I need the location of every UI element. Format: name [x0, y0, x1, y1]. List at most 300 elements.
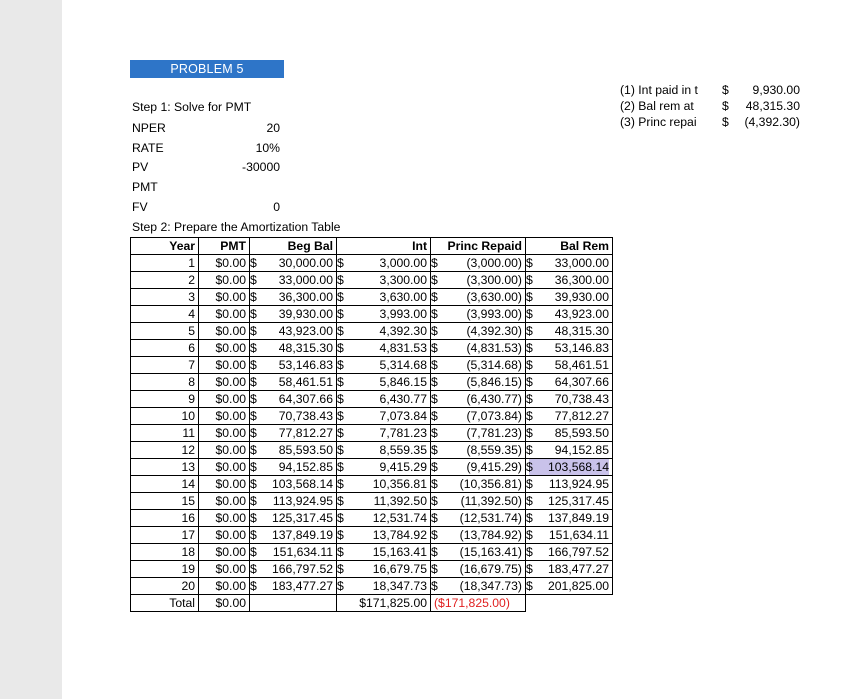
cell-value: (5,846.15) — [466, 375, 522, 389]
cell-bal-rem[interactable] — [526, 561, 613, 578]
currency-symbol: $ — [431, 307, 438, 321]
currency-symbol: $ — [250, 426, 257, 440]
cell-value: (3,300.00) — [466, 273, 522, 287]
cell-princ-repaid[interactable] — [431, 289, 526, 306]
currency-symbol: $ — [250, 358, 257, 372]
currency-symbol: $ — [337, 562, 344, 576]
cell-value: 5,314.68 — [379, 358, 427, 372]
total-pmt[interactable]: $0.00 — [199, 595, 250, 612]
note-value: 9,930.00 — [752, 83, 800, 97]
cell-int[interactable] — [337, 527, 431, 544]
table-row — [131, 493, 613, 510]
currency-symbol: $ — [337, 307, 344, 321]
cell-year[interactable]: 18 — [131, 544, 199, 561]
currency-symbol: $ — [250, 545, 257, 559]
currency-symbol: $ — [250, 494, 257, 508]
cell-year[interactable]: 12 — [131, 442, 199, 459]
input-label-nper[interactable]: NPER — [132, 121, 166, 135]
cell-beg-bal[interactable] — [250, 442, 337, 459]
cell-beg-bal[interactable] — [250, 289, 337, 306]
currency-symbol: $ — [337, 545, 344, 559]
table-row — [131, 408, 613, 425]
cell-int[interactable] — [337, 374, 431, 391]
cell-year[interactable]: 16 — [131, 510, 199, 527]
currency-symbol: $ — [431, 443, 438, 457]
note-label: (2) Bal rem at — [620, 99, 694, 113]
cell-bal-rem[interactable] — [526, 425, 613, 442]
currency-symbol: $ — [337, 511, 344, 525]
cell-princ-repaid[interactable] — [431, 306, 526, 323]
table-header-row — [131, 238, 613, 255]
currency-symbol: $ — [431, 460, 438, 474]
currency-symbol: $ — [526, 477, 533, 491]
header-year[interactable]: Year — [131, 238, 199, 255]
table-row — [131, 578, 613, 595]
input-value-nper[interactable]: 20 — [266, 121, 280, 135]
cell-bal-rem[interactable] — [526, 323, 613, 340]
cell-pmt[interactable]: $0.00 — [199, 374, 250, 391]
currency-symbol: $ — [431, 494, 438, 508]
cell-princ-repaid[interactable] — [431, 510, 526, 527]
cell-value: 7,781.23 — [379, 426, 427, 440]
cell-int[interactable] — [337, 391, 431, 408]
cell-int[interactable] — [337, 510, 431, 527]
cell-pmt[interactable]: $0.00 — [199, 255, 250, 272]
note-currency: $ — [722, 115, 729, 129]
cell-value: 10,356.81 — [372, 477, 427, 491]
note-interest-paid[interactable] — [620, 82, 800, 98]
currency-symbol: $ — [431, 426, 438, 440]
note-currency: $ — [722, 99, 729, 113]
table-row — [131, 561, 613, 578]
cell-value: 5,846.15 — [379, 375, 427, 389]
currency-symbol: $ — [337, 426, 344, 440]
cell-value: 15,163.41 — [372, 545, 427, 559]
currency-symbol: $ — [337, 392, 344, 406]
cell-value: 70,738.43 — [278, 409, 333, 423]
currency-symbol: $ — [526, 443, 533, 457]
cell-pmt[interactable]: $0.00 — [199, 544, 250, 561]
currency-symbol: $ — [337, 528, 344, 542]
cell-value: 70,738.43 — [554, 392, 609, 406]
table-row — [131, 272, 613, 289]
cell-beg-bal[interactable] — [250, 425, 337, 442]
currency-symbol: $ — [526, 324, 533, 338]
table-row — [131, 544, 613, 561]
cell-value: 113,924.95 — [548, 477, 609, 491]
table-row — [131, 510, 613, 527]
currency-symbol: $ — [431, 392, 438, 406]
table-row — [131, 306, 613, 323]
cell-pmt[interactable]: $0.00 — [199, 323, 250, 340]
cell-beg-bal[interactable] — [250, 391, 337, 408]
cell-value: 53,146.83 — [554, 341, 609, 355]
cell-value: (3,630.00) — [466, 290, 522, 304]
currency-symbol: $ — [250, 307, 257, 321]
currency-symbol: $ — [526, 256, 533, 270]
cell-princ-repaid[interactable] — [431, 493, 526, 510]
cell-int[interactable] — [337, 306, 431, 323]
note-principal-repaid[interactable] — [620, 114, 800, 130]
cell-pmt[interactable]: $0.00 — [199, 578, 250, 595]
cell-value: 11,392.50 — [373, 494, 427, 508]
currency-symbol: $ — [337, 579, 344, 593]
cell-year[interactable]: 7 — [131, 357, 199, 374]
input-value-pv[interactable]: -30000 — [242, 160, 280, 174]
cell-pmt[interactable]: $0.00 — [199, 459, 250, 476]
cell-beg-bal[interactable] — [250, 306, 337, 323]
cell-princ-repaid[interactable] — [431, 544, 526, 561]
cell-int[interactable] — [337, 255, 431, 272]
currency-symbol: $ — [526, 375, 533, 389]
currency-symbol: $ — [250, 375, 257, 389]
cell-pmt[interactable]: $0.00 — [199, 272, 250, 289]
cell-bal-rem[interactable] — [526, 340, 613, 357]
cell-bal-rem[interactable] — [526, 459, 613, 476]
cell-beg-bal[interactable] — [250, 578, 337, 595]
cell-value: 85,593.50 — [278, 443, 333, 457]
cell-beg-bal[interactable] — [250, 493, 337, 510]
cell-princ-repaid[interactable] — [431, 527, 526, 544]
currency-symbol: $ — [526, 460, 533, 474]
cell-princ-repaid[interactable] — [431, 340, 526, 357]
cell-princ-repaid[interactable] — [431, 357, 526, 374]
cell-princ-repaid[interactable] — [431, 476, 526, 493]
cell-value: (11,392.50) — [460, 494, 522, 508]
currency-symbol: $ — [250, 392, 257, 406]
cell-value: 36,300.00 — [554, 273, 609, 287]
cell-princ-repaid[interactable] — [431, 272, 526, 289]
cell-year[interactable]: 3 — [131, 289, 199, 306]
cell-bal-rem[interactable] — [526, 544, 613, 561]
cell-pmt[interactable]: $0.00 — [199, 510, 250, 527]
table-row — [131, 357, 613, 374]
total-beg-bal[interactable] — [250, 595, 337, 612]
total-row — [131, 595, 613, 612]
input-label-pmt[interactable]: PMT — [132, 180, 158, 194]
cell-value: 183,477.27 — [548, 562, 609, 576]
cell-value: 85,593.50 — [554, 426, 609, 440]
cell-value: 30,000.00 — [278, 256, 333, 270]
currency-symbol: $ — [337, 460, 344, 474]
currency-symbol: $ — [337, 375, 344, 389]
cell-value: 137,849.19 — [272, 528, 333, 542]
currency-symbol: $ — [526, 307, 533, 321]
cell-int[interactable] — [337, 272, 431, 289]
currency-symbol: $ — [431, 256, 438, 270]
currency-symbol: $ — [337, 273, 344, 287]
cell-int[interactable] — [337, 289, 431, 306]
currency-symbol: $ — [526, 273, 533, 287]
total-label[interactable]: Total — [131, 595, 199, 612]
cell-value: (8,559.35) — [466, 443, 522, 457]
currency-symbol: $ — [526, 511, 533, 525]
input-label-rate[interactable]: RATE — [132, 141, 164, 155]
cell-value: 18,347.73 — [372, 579, 427, 593]
cell-beg-bal[interactable] — [250, 561, 337, 578]
cell-year[interactable]: 8 — [131, 374, 199, 391]
cell-princ-repaid[interactable] — [431, 459, 526, 476]
cell-int[interactable] — [337, 408, 431, 425]
cell-value: 125,317.45 — [272, 511, 333, 525]
cell-pmt[interactable]: $0.00 — [199, 527, 250, 544]
currency-symbol: $ — [250, 579, 257, 593]
cell-value: 12,531.74 — [372, 511, 427, 525]
cell-int[interactable] — [337, 442, 431, 459]
cell-year[interactable]: 20 — [131, 578, 199, 595]
cell-value: 151,634.11 — [272, 545, 333, 559]
currency-symbol: $ — [250, 409, 257, 423]
currency-symbol: $ — [526, 358, 533, 372]
cell-princ-repaid[interactable] — [431, 255, 526, 272]
cell-year[interactable]: 1 — [131, 255, 199, 272]
cell-beg-bal[interactable] — [250, 340, 337, 357]
cell-int[interactable] — [337, 544, 431, 561]
cell-bal-rem[interactable] — [526, 374, 613, 391]
currency-symbol: $ — [250, 443, 257, 457]
table-row — [131, 425, 613, 442]
cell-beg-bal[interactable] — [250, 408, 337, 425]
cell-value: 39,930.00 — [278, 307, 333, 321]
cell-princ-repaid[interactable] — [431, 425, 526, 442]
cell-value: 58,461.51 — [554, 358, 609, 372]
currency-symbol: $ — [337, 341, 344, 355]
cell-beg-bal[interactable] — [250, 323, 337, 340]
cell-pmt[interactable]: $0.00 — [199, 493, 250, 510]
currency-symbol: $ — [250, 324, 257, 338]
cell-bal-rem[interactable] — [526, 442, 613, 459]
header-bal-rem[interactable]: Bal Rem — [526, 238, 613, 255]
input-label-pv[interactable]: PV — [132, 160, 149, 174]
currency-symbol: $ — [526, 494, 533, 508]
table-row — [131, 289, 613, 306]
step1-title[interactable]: Step 1: Solve for PMT — [132, 100, 252, 114]
cell-value: 8,559.35 — [379, 443, 427, 457]
currency-symbol: $ — [431, 375, 438, 389]
header-princ-repaid[interactable]: Princ Repaid — [431, 238, 526, 255]
cell-year[interactable]: 19 — [131, 561, 199, 578]
cell-year[interactable]: 9 — [131, 391, 199, 408]
currency-symbol: $ — [337, 443, 344, 457]
currency-symbol: $ — [337, 290, 344, 304]
cell-value: 151,634.11 — [548, 528, 609, 542]
cell-pmt[interactable]: $0.00 — [199, 340, 250, 357]
cell-year[interactable]: 2 — [131, 272, 199, 289]
cell-princ-repaid[interactable] — [431, 374, 526, 391]
cell-year[interactable]: 15 — [131, 493, 199, 510]
cell-pmt[interactable]: $0.00 — [199, 476, 250, 493]
table-body — [131, 255, 613, 595]
note-value: (4,392.30) — [744, 115, 800, 129]
cell-beg-bal[interactable] — [250, 255, 337, 272]
cell-beg-bal[interactable] — [250, 476, 337, 493]
cell-int[interactable] — [337, 561, 431, 578]
cell-value: 137,849.19 — [548, 511, 609, 525]
cell-value: (3,000.00) — [466, 256, 522, 270]
cell-value: 125,317.45 — [548, 494, 609, 508]
currency-symbol: $ — [526, 426, 533, 440]
currency-symbol: $ — [431, 273, 438, 287]
cell-value: (3,993.00) — [466, 307, 522, 321]
cell-bal-rem[interactable] — [526, 476, 613, 493]
total-princ-repaid[interactable]: ($171,825.00) — [431, 595, 526, 612]
cell-value: 3,993.00 — [379, 307, 427, 321]
cell-value: 6,430.77 — [379, 392, 427, 406]
cell-int[interactable] — [337, 340, 431, 357]
currency-symbol: $ — [250, 460, 257, 474]
table-row — [131, 442, 613, 459]
currency-symbol: $ — [337, 477, 344, 491]
table-row — [131, 459, 613, 476]
cell-beg-bal[interactable] — [250, 374, 337, 391]
cell-year[interactable]: 5 — [131, 323, 199, 340]
currency-symbol: $ — [337, 324, 344, 338]
cell-int[interactable] — [337, 323, 431, 340]
cell-pmt[interactable]: $0.00 — [199, 442, 250, 459]
cell-pmt[interactable]: $0.00 — [199, 357, 250, 374]
cell-value: (7,781.23) — [466, 426, 522, 440]
table-row — [131, 527, 613, 544]
cell-bal-rem[interactable] — [526, 578, 613, 595]
cell-bal-rem[interactable] — [526, 391, 613, 408]
cell-princ-repaid[interactable] — [431, 391, 526, 408]
cell-value: 33,000.00 — [278, 273, 333, 287]
cell-value: 7,073.84 — [379, 409, 427, 423]
cell-int[interactable] — [337, 459, 431, 476]
cell-value: (4,831.53) — [466, 341, 522, 355]
cell-year[interactable]: 10 — [131, 408, 199, 425]
cell-year[interactable]: 6 — [131, 340, 199, 357]
note-label: (3) Princ repai — [620, 115, 697, 129]
cell-year[interactable]: 11 — [131, 425, 199, 442]
currency-symbol: $ — [250, 290, 257, 304]
cell-pmt[interactable]: $0.00 — [199, 408, 250, 425]
cell-bal-rem[interactable] — [526, 408, 613, 425]
table-row — [131, 255, 613, 272]
cell-int[interactable] — [337, 357, 431, 374]
cell-year[interactable]: 4 — [131, 306, 199, 323]
cell-princ-repaid[interactable] — [431, 561, 526, 578]
cell-pmt[interactable]: $0.00 — [199, 289, 250, 306]
note-label: (1) Int paid in t — [620, 83, 698, 97]
cell-beg-bal[interactable] — [250, 459, 337, 476]
cell-int[interactable] — [337, 493, 431, 510]
input-value-rate[interactable]: 10% — [255, 141, 280, 155]
cell-value: 3,630.00 — [379, 290, 427, 304]
currency-symbol: $ — [526, 562, 533, 576]
cell-beg-bal[interactable] — [250, 510, 337, 527]
cell-year[interactable]: 13 — [131, 459, 199, 476]
cell-int[interactable] — [337, 425, 431, 442]
currency-symbol: $ — [250, 528, 257, 542]
currency-symbol: $ — [431, 409, 438, 423]
cell-bal-rem[interactable] — [526, 510, 613, 527]
spreadsheet — [62, 0, 868, 699]
cell-pmt[interactable]: $0.00 — [199, 425, 250, 442]
currency-symbol: $ — [337, 256, 344, 270]
table-row — [131, 374, 613, 391]
currency-symbol: $ — [250, 511, 257, 525]
header-pmt[interactable]: PMT — [199, 238, 250, 255]
cell-value: 43,923.00 — [278, 324, 333, 338]
cell-value: 48,315.30 — [278, 341, 333, 355]
currency-symbol: $ — [431, 290, 438, 304]
input-label-fv[interactable]: FV — [132, 200, 148, 214]
cell-value: (5,314.68) — [466, 358, 522, 372]
currency-symbol: $ — [526, 341, 533, 355]
currency-symbol: $ — [431, 477, 438, 491]
currency-symbol: $ — [526, 392, 533, 406]
cell-value: 4,392.30 — [379, 324, 427, 338]
cell-value: 58,461.51 — [278, 375, 333, 389]
cell-value: 16,679.75 — [372, 562, 427, 576]
table-row — [131, 476, 613, 493]
cell-bal-rem[interactable] — [526, 255, 613, 272]
currency-symbol: $ — [337, 358, 344, 372]
input-value-fv[interactable]: 0 — [273, 200, 280, 214]
table-row — [131, 391, 613, 408]
cell-value: 9,415.29 — [379, 460, 427, 474]
note-balance-remaining[interactable] — [620, 98, 800, 114]
cell-princ-repaid[interactable] — [431, 323, 526, 340]
cell-year[interactable]: 14 — [131, 476, 199, 493]
cell-beg-bal[interactable] — [250, 527, 337, 544]
currency-symbol: $ — [526, 528, 533, 542]
header-int[interactable]: Int — [337, 238, 431, 255]
total-int[interactable]: $171,825.00 — [337, 595, 431, 612]
cell-value: 77,812.27 — [554, 409, 609, 423]
cell-value: 39,930.00 — [554, 290, 609, 304]
header-beg-bal[interactable]: Beg Bal — [250, 238, 337, 255]
cell-pmt[interactable]: $0.00 — [199, 561, 250, 578]
cell-beg-bal[interactable] — [250, 357, 337, 374]
cell-value: 36,300.00 — [278, 290, 333, 304]
cell-value: (6,430.77) — [466, 392, 522, 406]
cell-pmt[interactable]: $0.00 — [199, 391, 250, 408]
step2-title[interactable]: Step 2: Prepare the Amortization Table — [132, 220, 341, 234]
cell-int[interactable] — [337, 578, 431, 595]
cell-value: 33,000.00 — [554, 256, 609, 270]
cell-beg-bal[interactable] — [250, 544, 337, 561]
cell-beg-bal[interactable] — [250, 272, 337, 289]
cell-value: (9,415.29) — [466, 460, 522, 474]
problem-banner[interactable]: PROBLEM 5 — [130, 60, 284, 78]
cell-bal-rem[interactable] — [526, 527, 613, 544]
cell-bal-rem[interactable] — [526, 357, 613, 374]
cell-value: 64,307.66 — [278, 392, 333, 406]
cell-bal-rem[interactable] — [526, 306, 613, 323]
cell-value: 166,797.52 — [272, 562, 333, 576]
currency-symbol: $ — [431, 579, 438, 593]
cell-value: (16,679.75) — [459, 562, 522, 576]
cell-bal-rem[interactable] — [526, 493, 613, 510]
currency-symbol: $ — [431, 511, 438, 525]
cell-value: 13,784.92 — [372, 528, 427, 542]
cell-value: 4,831.53 — [379, 341, 427, 355]
cell-int[interactable] — [337, 476, 431, 493]
currency-symbol: $ — [431, 545, 438, 559]
cell-year[interactable]: 17 — [131, 527, 199, 544]
currency-symbol: $ — [250, 562, 257, 576]
cell-princ-repaid[interactable] — [431, 578, 526, 595]
cell-bal-rem[interactable] — [526, 272, 613, 289]
cell-princ-repaid[interactable] — [431, 408, 526, 425]
cell-bal-rem[interactable] — [526, 289, 613, 306]
cell-princ-repaid[interactable] — [431, 442, 526, 459]
cell-value: 53,146.83 — [278, 358, 333, 372]
cell-pmt[interactable]: $0.00 — [199, 306, 250, 323]
currency-symbol: $ — [526, 290, 533, 304]
